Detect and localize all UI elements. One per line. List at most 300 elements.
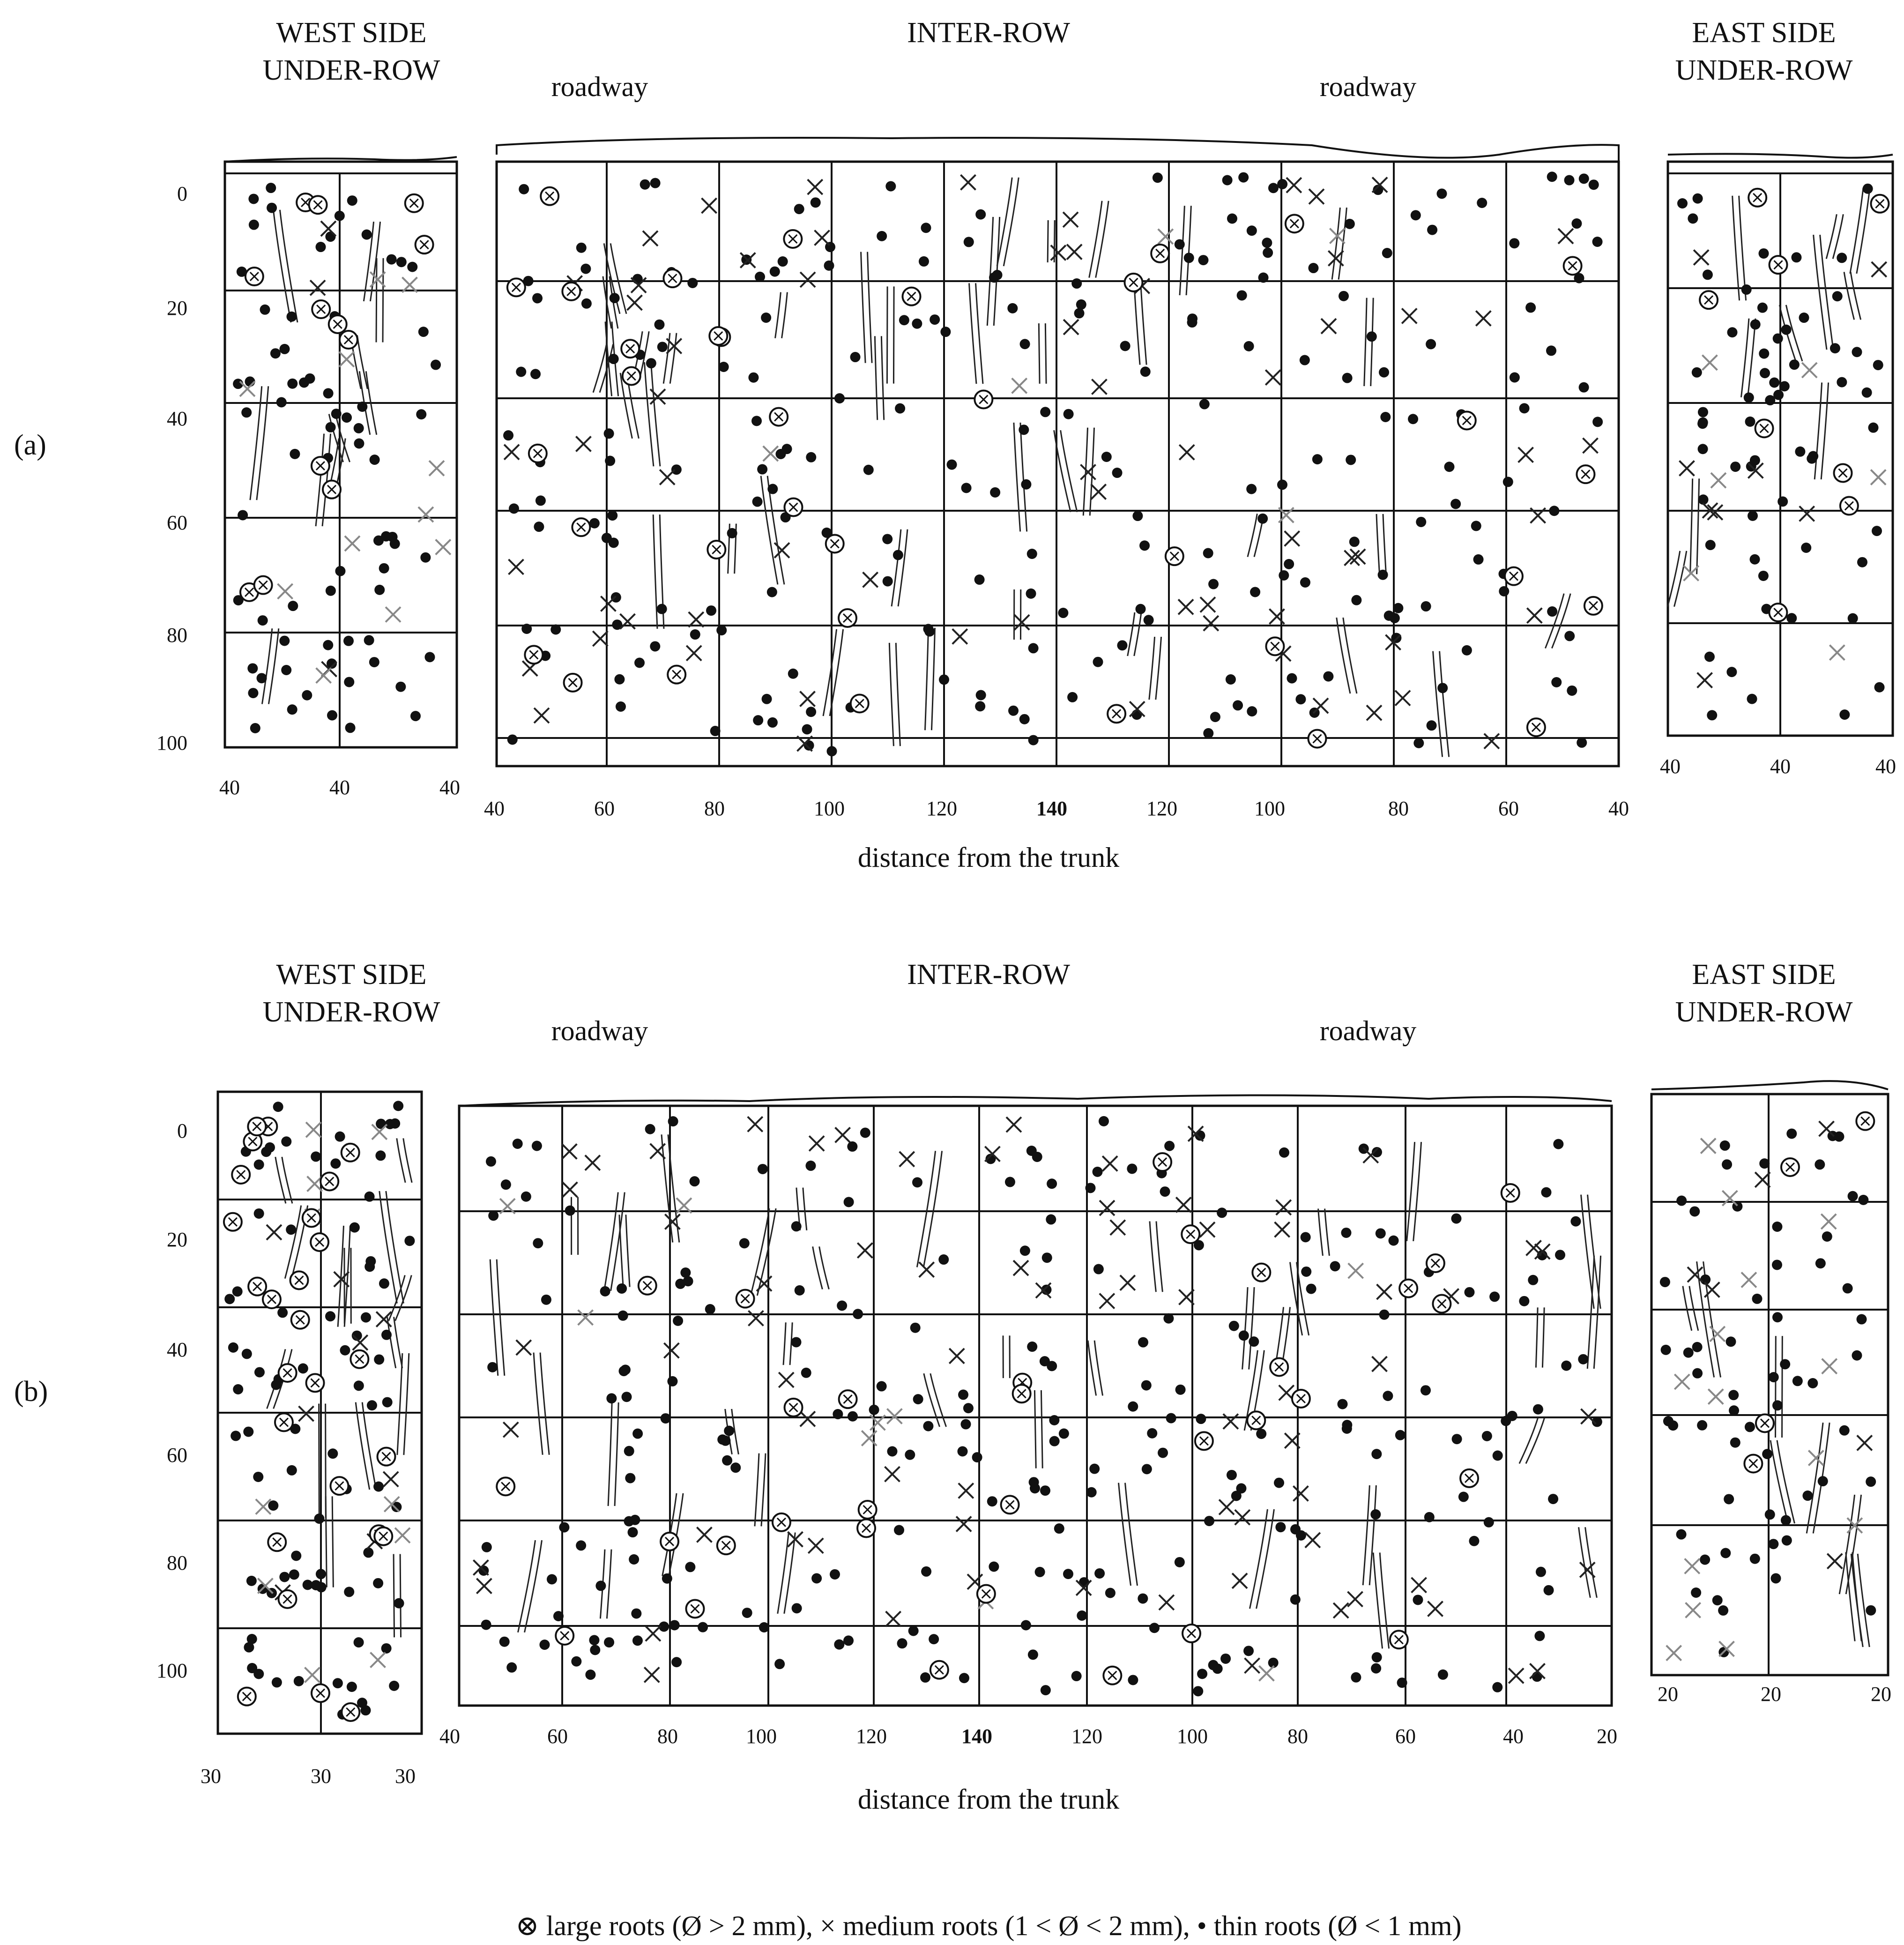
root-strand [268,628,278,704]
thin-root-dot [1027,549,1037,559]
thin-root-dot [1661,1345,1671,1355]
thin-root-dot [844,1197,854,1207]
thin-root-dot [1759,248,1769,259]
thin-root-dot [806,707,816,717]
thin-root-dot [1413,738,1424,748]
thin-root-dot [848,1411,858,1422]
medium-root-cross [1063,212,1078,227]
thin-root-dot [791,1337,801,1347]
root-strand [1156,1221,1162,1292]
thin-root-dot [833,1409,843,1419]
large-root-symbol [668,666,685,684]
large-root-symbol [902,288,920,306]
thin-root-dot [742,1608,752,1618]
root-strand [1134,612,1141,656]
root-strand [1045,323,1046,384]
large-root-symbol [1460,1469,1478,1487]
thin-root-dot [1564,175,1575,186]
medium-root-cross [1293,1486,1308,1501]
thin-root-dot [758,1164,768,1174]
root-strand [881,336,884,420]
thin-root-dot [1758,571,1769,581]
thin-root-dot [303,1580,313,1590]
thin-root-dot [1589,179,1599,190]
thin-root-dot [362,230,372,240]
medium-root-cross [1305,1533,1320,1548]
thin-root-dot [1772,1259,1782,1270]
medium-root-cross [1219,1500,1234,1515]
panel-a-east-x-axis [1660,755,1896,778]
thin-root-dot [1544,1585,1554,1595]
thin-root-dot [1138,1594,1148,1604]
thin-root-dot [1786,1128,1797,1139]
thin-root-dot [481,1620,491,1630]
thin-root-dot [1720,1548,1731,1558]
thin-root-dot [521,624,532,634]
large-root-symbol [254,576,272,594]
thin-root-dot [381,531,391,542]
thin-root-dot [1452,1434,1462,1444]
root-strand [1407,1142,1415,1241]
thin-root-dot [624,1516,634,1527]
thin-root-dot [1750,319,1761,329]
thin-root-dot [1469,1536,1479,1546]
thin-root-dot [899,315,909,325]
thin-root-dot [1688,213,1698,224]
thin-root-dot [1210,712,1220,722]
thin-root-dot [1203,728,1213,738]
medium-root-cross [1285,531,1300,546]
medium-root-cross [886,1611,901,1626]
thin-root-dot [1101,452,1112,462]
thin-root-dot [1160,1186,1170,1197]
medium-root-cross [1158,229,1173,244]
medium-root-cross [748,1117,763,1132]
thin-root-dot [719,362,729,372]
panel-b-west-title-line2: UNDER-ROW [262,996,440,1028]
thin-root-dot [1501,1416,1511,1426]
thin-root-dot [759,1622,769,1632]
thin-root-dot [910,1323,921,1333]
medium-root-cross [307,1177,322,1192]
root-strand [518,1540,536,1632]
root-strand [1777,1440,1794,1524]
medium-root-cross [1372,1356,1387,1371]
thin-root-dot [1287,673,1297,684]
thin-root-dot [1533,1404,1543,1415]
thin-root-dot [605,456,615,466]
root-strand [1587,1256,1594,1369]
large-root-symbol [323,481,341,499]
thin-root-dot [1536,1567,1546,1577]
medium-root-cross [779,1372,794,1387]
thin-root-dot [1371,1663,1381,1674]
thin-root-dot [1772,1222,1782,1232]
thin-root-dot [667,1376,677,1386]
thin-root-dot [668,1116,678,1126]
thin-root-dot [1093,1264,1104,1274]
medium-root-cross [863,572,878,587]
thin-root-dot [1818,1476,1828,1486]
thin-root-dot [604,1637,614,1647]
medium-root-cross [1708,505,1723,520]
medium-root-cross [278,584,293,599]
thin-root-dot [1741,284,1752,295]
thin-root-dot [1752,1294,1762,1304]
thin-root-dot [357,402,367,412]
root-strand [626,1215,630,1287]
thin-root-dot [885,181,896,191]
thin-root-dot [1427,720,1437,730]
thin-root-dot [1765,1509,1775,1520]
thin-root-dot [631,1609,641,1619]
thin-root-dot [369,657,379,667]
large-root-symbol [977,1585,995,1603]
thin-root-dot [1451,1214,1461,1224]
thin-root-dot [1780,1359,1790,1370]
thin-root-dot [869,1405,879,1415]
thin-root-dot [976,690,986,700]
thin-root-dot [393,1101,403,1111]
thin-root-dot [1284,559,1294,569]
medium-root-cross [1527,608,1542,623]
thin-root-dot [1379,1310,1390,1320]
thin-root-dot [628,1527,638,1537]
thin-root-dot [1342,1423,1352,1434]
thin-root-dot [233,1384,243,1394]
thin-root-dot [690,1176,700,1186]
medium-root-cross [960,175,975,190]
thin-root-dot [1250,587,1260,597]
large-root-symbol [1001,1496,1019,1513]
thin-root-dot [1837,377,1847,388]
thin-root-dot [632,1429,643,1439]
thin-root-dot [1579,382,1589,393]
thin-root-dot [1571,218,1582,229]
root-strand [976,283,983,384]
panel-b-x-axis-label: distance from the trunk [857,1784,1120,1815]
medium-root-cross [1321,319,1336,334]
root-strand [782,292,788,338]
thin-root-dot [1008,706,1019,716]
thin-root-dot [617,1283,627,1294]
thin-root-dot [706,605,716,616]
root-strand [394,1317,402,1368]
thin-root-dot [1551,677,1562,687]
thin-root-dot [1693,194,1703,204]
thin-root-dot [834,393,845,403]
panel-a-inter-x-tick: 120 [926,797,957,820]
panel-b [14,959,1891,1815]
root-strand [356,1402,370,1490]
thin-root-dot [657,604,667,614]
medium-root-cross [1686,1602,1701,1617]
large-root-symbol [1856,1112,1874,1130]
thin-root-dot [1416,517,1426,527]
thin-root-dot [1071,1671,1082,1681]
medium-root-cross [1179,445,1194,460]
thin-root-dot [381,1330,392,1340]
thin-root-dot [1499,586,1509,596]
thin-root-dot [959,1673,969,1683]
thin-root-dot [367,1400,377,1410]
root-strand [930,1373,946,1427]
large-root-symbol [507,278,525,296]
panel-a-east-x-tick: 40 [1875,755,1896,778]
thin-root-dot [1458,1492,1469,1502]
thin-root-dot [1217,1207,1227,1218]
thin-root-dot [323,640,333,650]
thin-root-dot [1238,172,1249,183]
medium-root-cross [345,536,360,551]
thin-root-dot [1549,506,1559,516]
thin-root-dot [420,552,431,563]
thin-root-dot [532,293,543,303]
thin-root-dot [316,1582,327,1592]
thin-root-dot [589,1635,599,1645]
medium-root-cross [952,629,967,644]
thin-root-dot [877,1381,887,1392]
panel-b-inter-x-tick: 100 [1177,1725,1208,1748]
thin-root-dot [1808,451,1818,462]
thin-root-dot [611,592,621,603]
large-root-symbol [248,1118,266,1135]
thin-root-dot [347,1682,357,1692]
thin-root-dot [600,1286,610,1297]
thin-root-dot [503,430,513,440]
thin-root-dot [1021,479,1031,490]
thin-root-dot [1773,333,1783,343]
thin-root-dot [238,510,248,520]
root-strand [1594,1256,1600,1369]
thin-root-dot [270,348,281,358]
root-strand [755,1453,759,1527]
thin-root-dot [1438,1669,1448,1680]
thin-root-dot [1473,554,1484,565]
thin-root-dot [1112,468,1123,478]
thin-root-dot [333,1678,343,1688]
thin-root-dot [343,636,354,646]
thin-root-dot [1239,1330,1249,1341]
thin-root-dot [326,586,336,596]
root-strand [1815,382,1822,479]
large-root-symbol [248,1278,266,1296]
medium-root-cross [601,596,616,611]
panel-a-depth-axis [156,182,187,754]
root-strand [783,1322,786,1365]
medium-root-cross [1802,363,1817,378]
thin-root-dot [1351,1672,1361,1683]
thin-root-dot [975,209,986,220]
root-strand [1250,1509,1267,1609]
thin-root-dot [1570,1216,1581,1227]
thin-root-dot [912,1177,922,1187]
panel-a-inter-x-tick: 40 [484,797,505,820]
thin-root-dot [254,1159,264,1170]
thin-root-dot [1067,692,1078,702]
medium-root-cross [516,1340,531,1355]
thin-root-dot [1144,615,1154,625]
large-root-symbol [1399,1280,1417,1297]
thin-root-dot [774,1659,785,1669]
thin-root-dot [370,455,380,465]
thin-root-dot [1275,1522,1286,1532]
thin-root-dot [1227,213,1237,224]
panel-a-inter-surface [497,138,1619,162]
panel-b-east-frame [1651,1094,1888,1675]
root-strand [1667,551,1680,607]
thin-root-dot [1683,1348,1694,1358]
thin-root-dot [1799,313,1809,323]
thin-root-dot [610,293,620,303]
thin-root-dot [616,701,626,712]
thin-root-dot [1312,454,1323,464]
root-strand [670,333,677,384]
thin-root-dot [335,566,345,576]
thin-root-dot [650,178,661,188]
large-root-symbol [1433,1295,1450,1313]
thin-root-dot [929,1634,939,1644]
medium-root-cross [1204,616,1219,631]
thin-root-dot [1534,1631,1545,1641]
panel-a-depth-tick-0: 0 [177,182,187,205]
thin-root-dot [360,1705,371,1715]
medium-root-cross [1006,1117,1021,1132]
thin-root-dot [761,313,771,323]
panel-a-inter-x-tick: 40 [1608,797,1629,820]
thin-root-dot [326,422,336,432]
thin-root-dot [1093,1167,1103,1177]
medium-root-cross [1102,1156,1117,1171]
thin-root-dot [990,487,1000,498]
thin-root-dot [410,711,421,721]
thin-root-dot [1089,1464,1100,1474]
thin-root-dot [1822,1231,1832,1242]
root-strand [803,1188,807,1230]
thin-root-dot [912,319,922,329]
thin-root-dot [273,1102,283,1112]
thin-root-dot [1295,694,1306,704]
root-strand [875,336,877,420]
thin-root-dot [883,576,893,587]
thin-root-dot [1528,1275,1538,1285]
large-root-symbol [930,1661,948,1679]
thin-root-dot [1163,1313,1174,1324]
panel-b-east-x-axis [1658,1683,1891,1706]
thin-root-dot [327,710,337,721]
thin-root-dot [364,1261,375,1272]
medium-root-cross [1741,1273,1756,1288]
medium-root-cross [1402,308,1417,323]
root-strand [1850,188,1863,274]
medium-root-cross [1013,1260,1028,1275]
thin-root-dot [276,397,287,407]
thin-root-dot [1290,1595,1301,1605]
root-strand [1014,423,1020,532]
thin-root-dot [243,1427,253,1437]
medium-root-cross [1688,1267,1703,1282]
thin-root-dot [1279,570,1289,581]
thin-root-dot [853,1309,863,1319]
panel-b-depth-axis [156,1119,187,1682]
panel-b-east-block [1651,1081,1888,1675]
thin-root-dot [1094,1568,1105,1579]
panel-a-east-block [1667,154,1893,736]
medium-root-cross [650,389,665,404]
thin-root-dot [533,1238,543,1248]
thin-root-dot [850,352,861,362]
thin-root-dot [316,242,326,252]
thin-root-dot [811,1573,822,1584]
thin-root-dot [1745,417,1755,427]
thin-root-dot [960,1419,971,1430]
thin-root-dot [1323,671,1333,682]
medium-root-cross [620,614,635,629]
thin-root-dot [486,1156,496,1167]
root-strand [604,1192,618,1290]
medium-root-cross [1697,673,1712,688]
thin-root-dot [342,412,352,423]
thin-root-dot [1759,349,1769,359]
thin-root-dot [344,677,354,687]
thin-root-dot [795,1285,805,1296]
large-root-symbol [1308,730,1326,748]
thin-root-dot [1546,345,1556,356]
root-strand [969,283,976,384]
thin-root-dot [1471,521,1481,531]
root-strand [1733,196,1740,301]
thin-root-dot [1718,1605,1728,1616]
thin-root-dot [1689,1206,1700,1216]
large-root-symbol [556,1627,573,1645]
large-root-symbol [263,1290,281,1308]
large-root-symbol [770,408,788,426]
medium-root-cross [1822,1359,1837,1374]
thin-root-dot [827,746,837,756]
thin-root-dot [1660,1277,1670,1287]
thin-root-dot [488,1210,498,1221]
root-strand [1782,1336,1783,1438]
thin-root-dot [250,723,260,733]
root-strand [1039,323,1040,384]
thin-root-dot [294,1676,304,1686]
large-root-symbol [1390,1631,1408,1648]
large-root-symbol [268,1533,286,1551]
panel-b-east-x-tick: 20 [1761,1683,1781,1706]
medium-root-cross [1830,645,1844,660]
large-root-symbol [1458,411,1476,429]
thin-root-dot [1020,339,1030,349]
large-root-symbol [736,1290,754,1308]
root-strand [1128,612,1135,656]
medium-root-cross [887,1408,902,1423]
thin-root-dot [1510,372,1520,382]
medium-root-cross [503,1422,518,1437]
root-strand [1371,298,1373,386]
root-strand [1090,428,1094,516]
thin-root-dot [1164,1141,1175,1151]
thin-root-dot [1421,601,1431,611]
thin-root-dot [1411,210,1421,220]
thin-root-dot [1750,554,1760,565]
thin-root-dot [1249,1336,1259,1347]
thin-root-dot [720,1436,730,1446]
panel-b-inter-x-tick: 100 [746,1725,777,1748]
thin-root-dot [673,1316,683,1326]
medium-root-cross [1064,320,1078,335]
thin-root-dot [1233,700,1243,710]
thin-root-dot [685,1562,695,1572]
